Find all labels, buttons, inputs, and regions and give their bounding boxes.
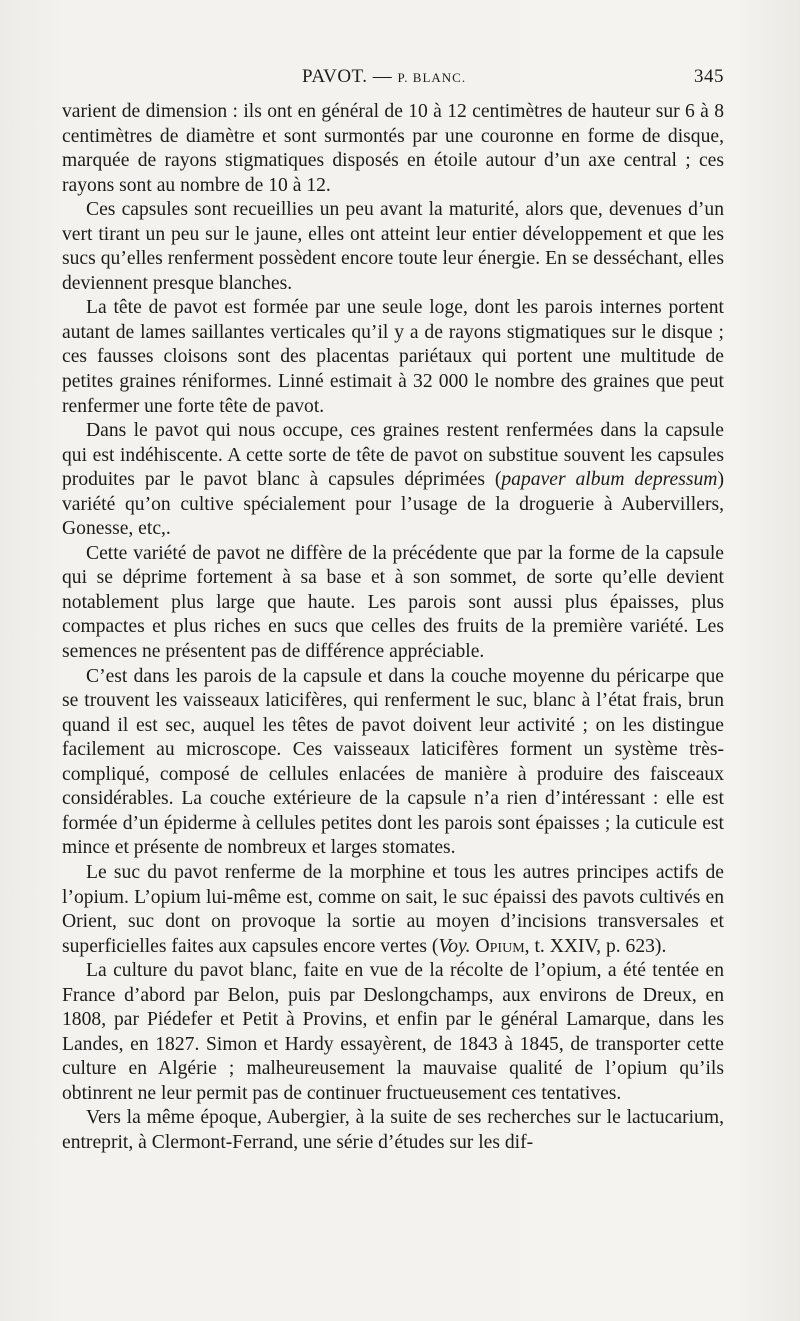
running-title-text: PAVOT. xyxy=(302,66,368,87)
paragraph-text: , t. XXIV, p. 623). xyxy=(524,935,667,957)
header-separator: — xyxy=(367,66,398,87)
paragraph: Ces capsules sont recueillies un peu avant la maturité, alors que, devenues d’un vert tirant un peu sur le jaune, elles ont atteint leur entier développement et que les sucs qu’elles renferment possèdent encore toute leur énergie. En se desséchant, elles deviennent presque blanches. xyxy=(62,199,724,294)
paragraph: C’est dans les parois de la capsule et dans la couche moyenne du péricarpe que se trouvent les vaisseaux laticifères, qui renferment le suc, blanc à l’état frais, brun quand il est sec, auquel les têtes de pavot doivent leur activité ; on les distingue facilement au microscope. Ces vaisseaux laticifères forment un système très-compliqué, composé de cellules enlacées de manière à produire des faisceaux considérables. La couche extérieure de la capsule n’a rien d’intéressant : elle est formée d’un épiderme à cellules petites dont les parois sont épaisses ; la cuticule est mince et présente de nombreux et larges stomates. xyxy=(62,665,724,859)
paragraph: Cette variété de pavot ne diffère de la précédente que par la forme de la capsule qui se déprime fortement à sa base et à son sommet, de sorte qu’elle devient notablement plus large que haute. Les parois sont aussi plus épaisses, plus compactes et plus riches en sucs que celles des fruits de la première variété. Les semences ne présentent pas de différence appréciable. xyxy=(62,542,724,663)
paragraph: varient de dimension : ils ont en général de 10 à 12 centimètres de hauteur sur 6 à 8 centimètres de diamètre et sont surmontés par une couronne en forme de disque, marquée de rayons stigmatiques disposés en étoile autour d’un axe central ; ces rayons sont au nombre de 10 à 12. xyxy=(62,101,724,196)
body-text xyxy=(62,100,724,1156)
cross-reference-opium: Opium xyxy=(475,935,525,957)
cross-reference-voy: Voy. xyxy=(438,935,471,957)
paragraph: La tête de pavot est formée par une seule loge, dont les parois internes portent autant de lames saillantes verticales qu’il y a de rayons stigmatiques sur le disque ; ces fausses cloisons sont des placentas pariétaux qui portent une multitude de petites graines réniformes. Linné estimait à 32 000 le nombre des graines que peut renfermer une forte tête de pavot. xyxy=(62,297,724,417)
paragraph: Vers la même époque, Aubergier, à la suite de ses recherches sur le lactucarium, entreprit, à Clermont-Ferrand, une série d’études sur les dif- xyxy=(62,1107,724,1153)
paragraph-text: Dans le pavot qui nous occupe, ces graines restent renfermées dans la capsule qui est indéhiscente. A cette sorte de tête de pavot on substitue souvent les capsules produites par le pavot blanc à capsules déprimées ( xyxy=(62,420,724,491)
author-name: P. BLANC. xyxy=(397,70,467,85)
running-title xyxy=(302,66,466,88)
paragraph-text: Le suc du pavot renferme de la morphine et tous les autres principes actifs de l’opium. L’opium lui-même est, comme on sait, le suc épaissi des pavots cultivés en Orient, suc dont on provoque la sortie au moyen d’incisions transversales et superficielles faites aux capsules encore vertes ( xyxy=(62,861,724,957)
paragraph xyxy=(62,861,724,959)
paragraph-text: ) variété qu’on cultive spécialement pour l’usage de la droguerie à Aubervillers, Gonesse, etc,. xyxy=(62,469,724,540)
running-header xyxy=(62,66,724,96)
latin-name: papaver album depressum xyxy=(501,469,718,491)
page-number: 345 xyxy=(694,66,724,87)
paragraph: La culture du pavot blanc, faite en vue de la récolte de l’opium, a été tentée en France d’abord par Belon, puis par Deslongchamps, aux environs de Dreux, en 1808, par Piédefer et Petit à Provins, et enfin par le général Lamarque, dans les Landes, en 1827. Simon et Hardy essayèrent, de 1843 à 1845, de transporter cette culture en Algérie ; malheureusement la mauvaise qualité de l’opium qu’ils obtinrent ne leur permit pas de continuer fructueusement ces tentatives. xyxy=(62,960,724,1104)
paragraph xyxy=(62,419,724,542)
